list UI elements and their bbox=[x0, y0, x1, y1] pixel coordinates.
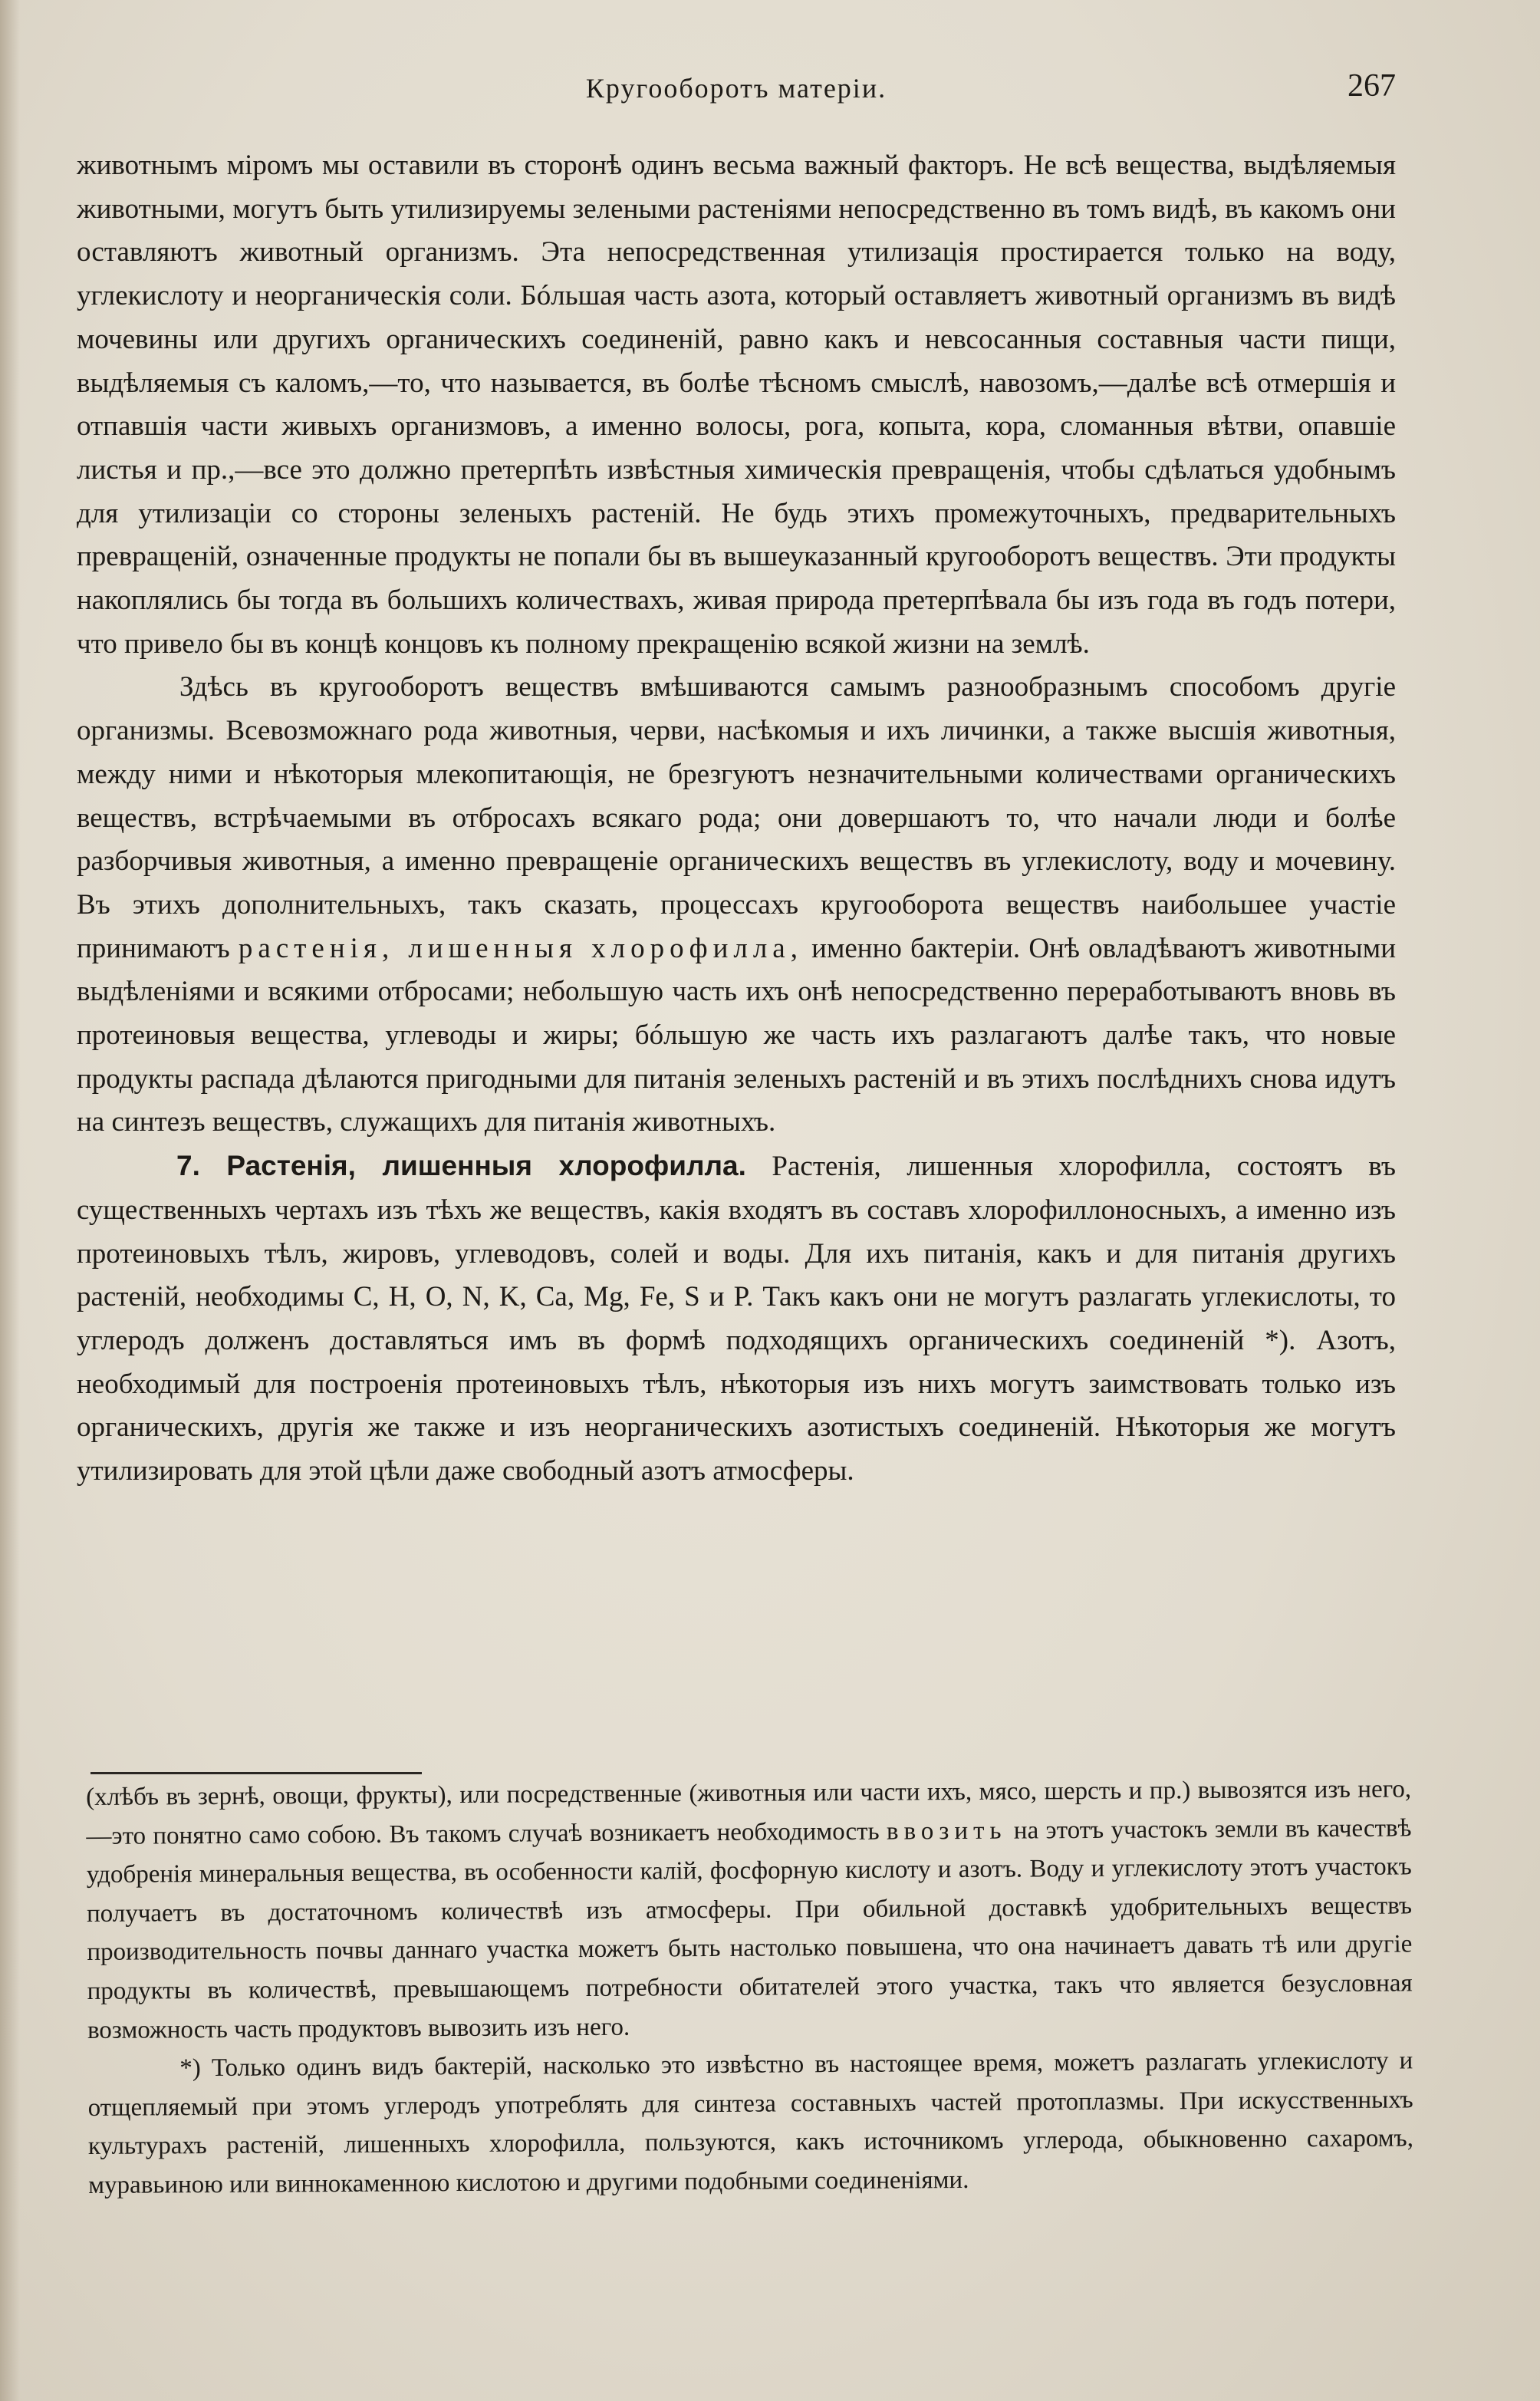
footnote-asterisk: *) Только одинъ видъ бактерій, насколько это извѣстно въ настоящее время, можетъ разлагать углекислоту и отщепляемый при этомъ углеродъ употреблять для синтеза составныхъ частей протоплазмы. При искусственныхъ культурахъ растеній, лишенныхъ хлорофилла, пользуются, какъ источникомъ углерода, обыкновенно сахаромъ, муравьиною или виннокаменною кислотою и другими подобными соединеніями. bbox=[87, 2047, 1414, 2199]
spaced-emphasis: растенія, лишенныя хлорофилла, bbox=[238, 932, 803, 964]
section-text: Растенія, лишенныя хлорофилла, состоятъ въ существенныхъ чертахъ изъ тѣхъ же веществъ, какія входятъ въ составъ хлорофиллоносныхъ, а именно изъ протеиновыхъ тѣлъ, жировъ, углеводовъ, солей и воды. Для ихъ питанія, какъ и для питанія другихъ растеній, необходимы C, H, O, N, K, Ca, Mg, Fe, S и P. Такъ какъ они не могутъ разлагать углекислоты, то углеродъ долженъ доставляться имъ въ формѣ подходящихъ органическихъ соединеній *). Азотъ, необходимый для построенія протеиновыхъ тѣлъ, нѣкоторыя изъ нихъ могутъ заимствовать только изъ органическихъ, другія же также и изъ неорганическихъ азотистыхъ соединеній. Нѣкоторыя же могутъ утилизировать для этой цѣли даже свободный азотъ атмосферы. bbox=[77, 1151, 1396, 1487]
footnote-continued-text-b: на этотъ участокъ земли въ качествѣ удобренія минеральныя вещества, въ особенности калій, фосфорную кислоту и азотъ. Воду и углекислоту этотъ участокъ получаетъ въ достаточномъ количествѣ изъ атмосферы. При обильной доставкѣ удобрительныхъ веществъ производительность почвы даннаго участка можетъ быть настолько повышена, что она начинаетъ давать тѣ или другіе продукты въ количествѣ, превышающемъ потребности обитателей этого участка, такъ что является безусловная возможность часть продуктовъ вывозить изъ него. bbox=[86, 1814, 1413, 2044]
section-heading: 7. Растенія, лишенныя хлорофилла. bbox=[176, 1150, 746, 1182]
footnote-continued-text-a: (хлѣбъ въ зернѣ, овощи, фрукты), или посредственные (животныя или части ихъ, мясо, шерсть и пр.) вывозятся изъ него,—это понятно само собою. Въ такомъ случаѣ возникаетъ необходимость bbox=[86, 1775, 1412, 1850]
footnote-rule bbox=[90, 1772, 422, 1774]
main-text bbox=[77, 144, 1396, 1494]
footnotes bbox=[86, 1770, 1413, 2205]
paragraph-organisms-text-a: Здѣсь въ кругооборотъ веществъ вмѣшиваются самымъ разнообразнымъ способомъ другіе организмы. Всевозможнаго рода животныя, черви, насѣкомыя и ихъ личинки, а также высшія животныя, между ними и нѣкоторыя млекопитающія, не брезгуютъ незначительными количествами органическихъ веществъ, встрѣчаемыми въ отбросахъ всякаго рода; они довершаютъ то, что начали люди и болѣе разборчивыя животныя, а именно превращеніе органическихъ веществъ въ углекислоту, воду и мочевину. Въ этихъ дополнительныхъ, такъ сказать, процессахъ кругооборота веществъ наибольшее участіе принимаютъ bbox=[77, 671, 1396, 964]
paragraph-continued: животнымъ міромъ мы оставили въ сторонѣ одинъ весьма важный факторъ. Не всѣ вещества, выдѣляемыя животными, могутъ быть утилизируемы зелеными растеніями непосредственно въ томъ видѣ, въ какомъ они оставляютъ животный организмъ. Эта непосредственная утилизація простирается только на воду, углекислоту и неорганическія соли. Бóльшая часть азота, который оставляетъ животный организмъ въ видѣ мочевины или другихъ органическихъ соединеній, равно какъ и невсосанныя составныя части пищи, выдѣляемыя съ каломъ,—то, что называется, въ болѣе тѣсномъ смыслѣ, навозомъ,—далѣе всѣ отмершія и отпавшія части живыхъ организмовъ, а именно волосы, рога, копыта, кора, сломанныя вѣтви, опавшіе листья и пр.,—все это должно претерпѣть извѣстныя химическія превращенія, чтобы сдѣлаться удобнымъ для утилизаціи со стороны зеленыхъ растеній. Не будь этихъ промежуточныхъ, предварительныхъ превращеній, означенные продукты не попали бы въ вышеуказанный кругооборотъ веществъ. Эти продукты накоплялись бы тогда въ большихъ количествахъ, живая природа претерпѣвала бы изъ года въ годъ потери, что привело бы въ концѣ концовъ къ полному прекращенію всякой жизни на землѣ. bbox=[77, 150, 1396, 660]
footnote-continued bbox=[86, 1770, 1413, 2050]
page-header bbox=[77, 68, 1396, 114]
page-number: 267 bbox=[1348, 68, 1396, 104]
running-head: Кругооборотъ матеріи. bbox=[585, 73, 887, 104]
page-edge-shadow bbox=[0, 0, 20, 2401]
footnote-spaced-emphasis: ввозить bbox=[886, 1816, 1007, 1846]
paragraph-organisms bbox=[77, 666, 1396, 1145]
paragraph-organisms-text-b: именно бактеріи. Онѣ овладѣваютъ животными выдѣленіями и всякими отбросами; небольшую часть ихъ онѣ непосредственно переработываютъ вновь въ протеиновыя вещества, углеводы и жиры; бóльшую же часть ихъ разлагаютъ далѣе такъ, что новые продукты распада дѣлаются пригодными для питанія зеленыхъ растеній и въ этихъ послѣднихъ снова идутъ на синтезъ веществъ, служащихъ для питанія животныхъ. bbox=[77, 932, 1397, 1138]
section-7 bbox=[77, 1145, 1396, 1494]
